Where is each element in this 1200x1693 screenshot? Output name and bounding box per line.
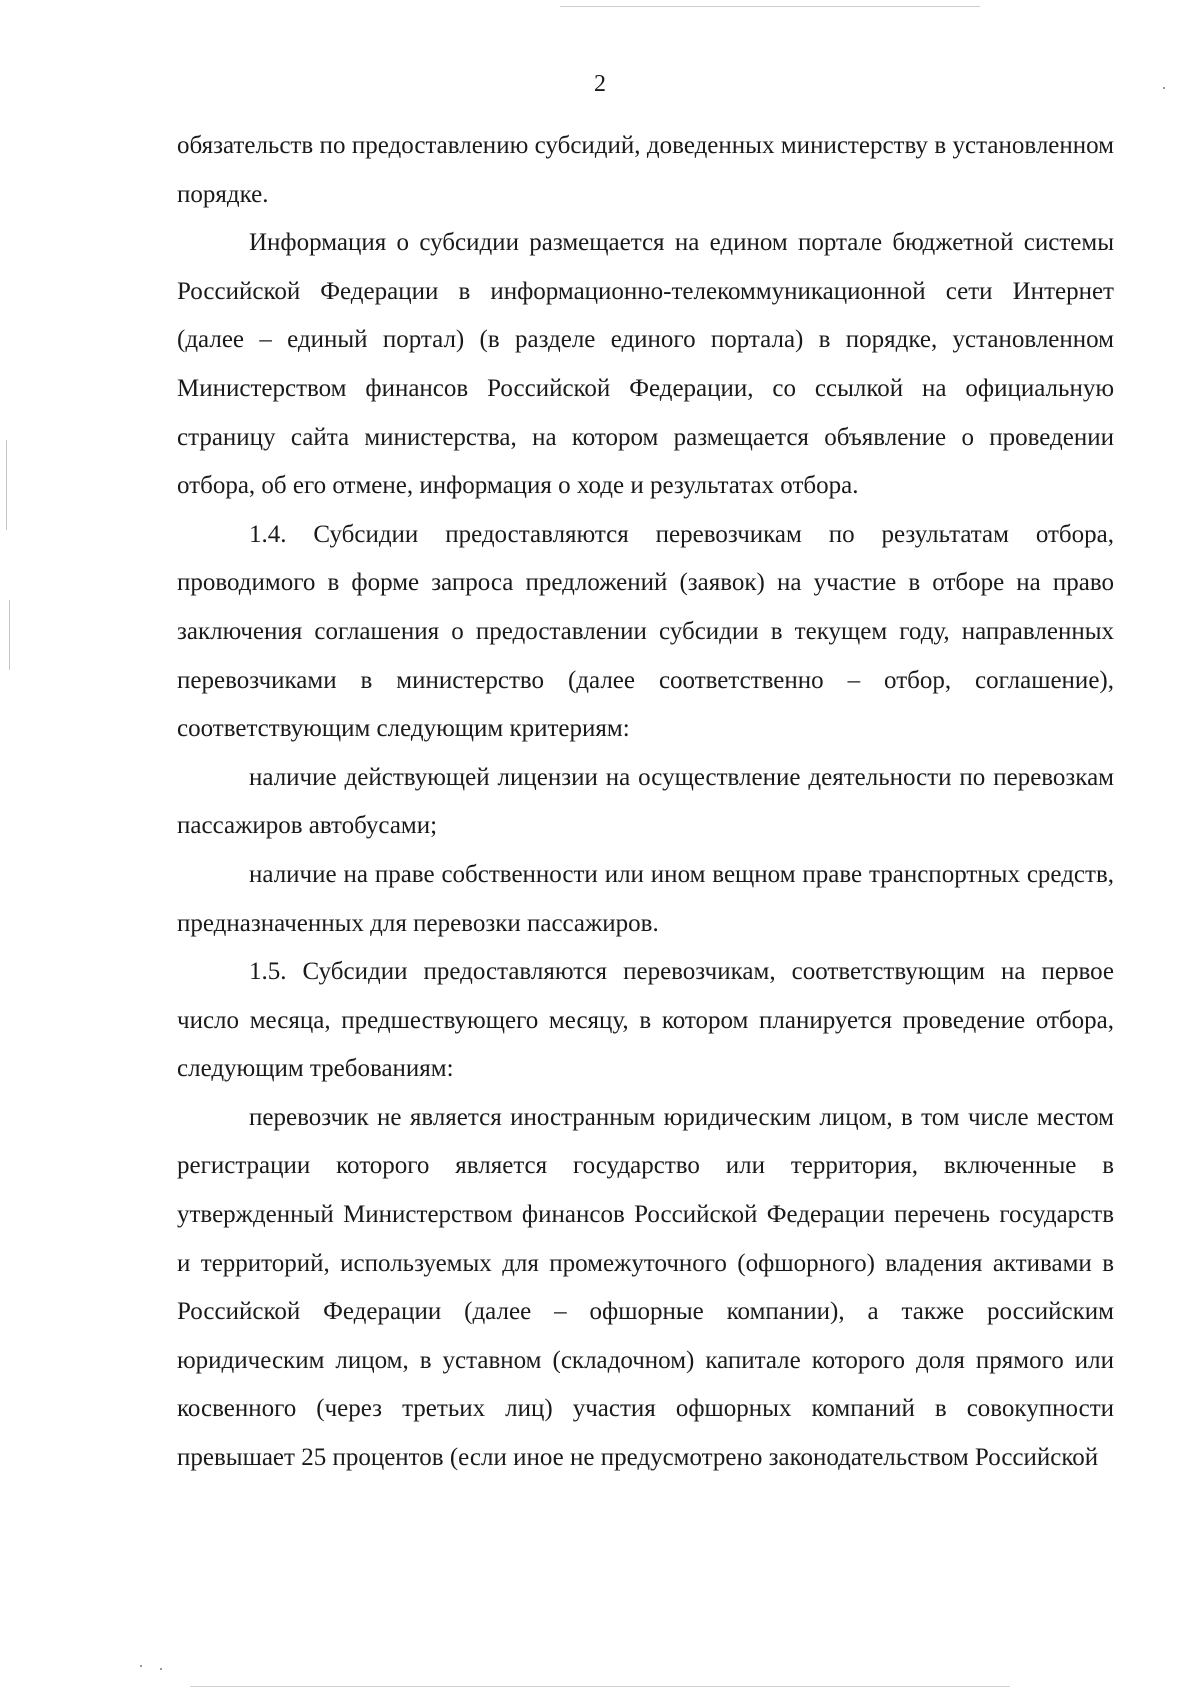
scan-artifact-dot xyxy=(160,1668,162,1670)
paragraph-1-4: 1.4. Субсидии предоставляются перевозчикам по результатам отбора, проводимого в форме запроса предложений (заявок) на участие в отборе на право заключения соглашения о предоставлении субсидии в текущем году, направленных перевозчиками в министерство (далее соответственно – отбор, соглашение), соответствующим следующим критериям: xyxy=(177,520,1114,743)
paragraph-1-5: 1.5. Субсидии предоставляются перевозчикам, соответствующим на первое число месяца, предшествующего месяцу, в котором планируется проведение отбора, следующим требованиям: xyxy=(177,958,1114,1083)
paragraph-continuation: обязательств по предоставлению субсидий, доведенных министерству в установленном порядке. xyxy=(177,132,1114,208)
scan-artifact-dot xyxy=(140,1665,142,1667)
page-number: 2 xyxy=(594,71,606,97)
scan-artifact-left-edge xyxy=(6,440,7,530)
paragraph-offshore-requirement: перевозчик не является иностранным юридическим лицом, в том числе местом регистрации которого является государство или территория, включенные в утвержденный Министерством финансов Российской Федерации перечень государств и территорий, используемых для промежуточного (офшорного) владения активами в Российской Федерации (далее – офшорные компании), а также российским юридическим лицом, в уставном (складочном) капитале которого доля прямого или косвенного (через третьих лиц) участия офшорных компаний в совокупности превышает 25 процентов (если иное не предусмотрено законодательством Российской xyxy=(177,1103,1114,1472)
paragraph-subsidy-information: Информация о субсидии размещается на едином портале бюджетной системы Российской Федерации в информационно-телекоммуникационной сети Интернет (далее – единый портал) (в разделе единого портала) в порядке, установленном Министерством финансов Российской Федерации, со ссылкой на официальную страницу сайта министерства, на котором размещается объявление о проведении отбора, об его отмене, информация о ходе и результатах отбора. xyxy=(177,229,1114,500)
paragraph-license-criterion: наличие действующей лицензии на осуществление деятельности по перевозкам пассажиров автобусами; xyxy=(177,763,1114,840)
document-body xyxy=(177,122,1114,1483)
scan-artifact-top-line xyxy=(560,6,980,7)
scan-artifact-left-edge-2 xyxy=(9,600,10,670)
paragraph-vehicle-criterion: наличие на праве собственности или ином вещном праве транспортных средств, предназначенных для перевозки пассажиров. xyxy=(177,860,1114,937)
scan-artifact-bottom-line xyxy=(190,1686,1010,1687)
